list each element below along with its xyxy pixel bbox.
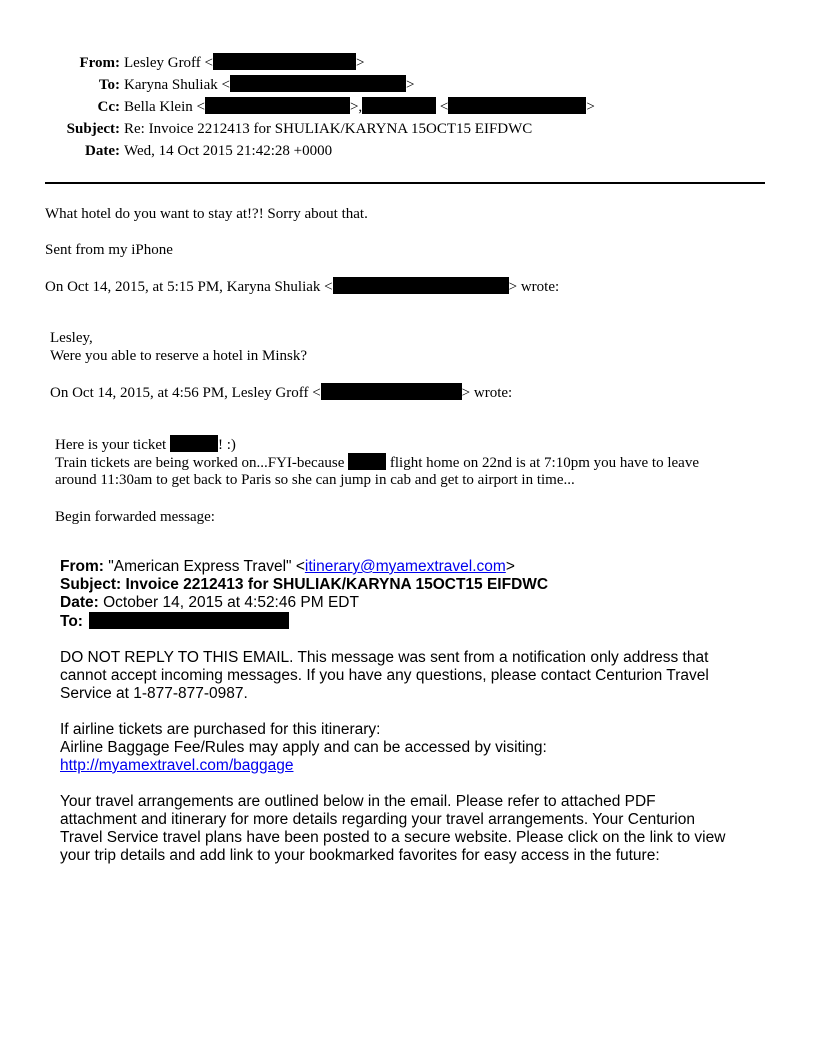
redaction-box xyxy=(321,383,462,400)
quoted-greeting: Lesley, xyxy=(50,330,93,346)
to-label: To: xyxy=(98,77,120,93)
attribution-text: On Oct 14, 2015, at 4:56 PM, Lesley Groff xyxy=(50,385,309,401)
quote-attribution-1: On Oct 14, 2015, at 5:15 PM, Karyna Shuliak < > wrote: xyxy=(45,279,560,295)
paragraph-line: DO NOT REPLY TO THIS EMAIL. This message was sent from a notification only address that xyxy=(60,649,709,666)
paragraph-line: Your travel arrangements are outlined below in the email. Please refer to attached PDF xyxy=(60,793,656,810)
header-to-row xyxy=(0,75,816,97)
subject-value: Re: Invoice 2212413 for SHULIAK/KARYNA 15OCT15 EIFDWC xyxy=(124,121,533,137)
train-text-end: flight home on 22nd is at 7:10pm you have to leave xyxy=(389,455,699,471)
quote-attribution-2: On Oct 14, 2015, at 4:56 PM, Lesley Groff < > wrote: xyxy=(50,385,513,401)
date-value: Wed, 14 Oct 2015 21:42:28 +0000 xyxy=(124,143,333,159)
subject-label: Subject: xyxy=(66,121,120,137)
paragraph-line: cannot accept incoming messages. If you have any questions, please contact Centurion Travel xyxy=(60,667,709,684)
paragraph-line: Airline Baggage Fee/Rules may apply and can be accessed by visiting: xyxy=(60,739,547,756)
fwd-subject-value: Invoice 2212413 for SHULIAK/KARYNA 15OCT15 EIFDWC xyxy=(125,576,549,593)
train-line xyxy=(55,453,699,472)
paragraph-line: attachment and itinerary for more details regarding your travel arrangements. Your Centurion xyxy=(60,811,695,828)
header-divider xyxy=(45,182,765,184)
wrote-text: > wrote: xyxy=(461,385,513,401)
signature-line: Sent from my iPhone xyxy=(45,242,173,258)
redaction-box xyxy=(230,75,406,92)
fwd-subject-row xyxy=(60,576,548,594)
header-date-row xyxy=(0,141,816,163)
fwd-date-value: October 14, 2015 at 4:52:46 PM EDT xyxy=(103,594,359,611)
redaction-box xyxy=(362,97,436,114)
quoted-question: Were you able to reserve a hotel in Minsk? xyxy=(50,348,308,364)
ticket-text-end: ! :) xyxy=(217,437,236,453)
date-label: Date: xyxy=(85,143,120,159)
fwd-from-row xyxy=(60,558,515,576)
fwd-date-row xyxy=(60,594,359,612)
train-line-2: around 11:30am to get back to Paris so she can jump in cab and get to airport in time... xyxy=(55,472,575,488)
header-from-row xyxy=(0,53,816,75)
fwd-to-label: To: xyxy=(60,613,83,630)
baggage-link-row xyxy=(60,757,293,775)
reply-line: What hotel do you want to stay at!?! Sorry about that. xyxy=(45,206,368,222)
fwd-from-email-link[interactable]: itinerary@myamextravel.com xyxy=(304,558,506,575)
fwd-from-name: "American Express Travel" < xyxy=(108,558,305,575)
fwd-to-row xyxy=(60,612,289,631)
redaction-box xyxy=(333,277,509,294)
redaction-box xyxy=(170,435,218,452)
redaction-box xyxy=(205,97,350,114)
cc-label: Cc: xyxy=(97,99,120,115)
redaction-box xyxy=(348,453,386,470)
from-value: Lesley Groff < > xyxy=(124,55,365,71)
header-cc-row xyxy=(0,97,816,119)
ticket-line xyxy=(55,435,236,454)
fwd-subject-label: Subject: xyxy=(60,576,122,593)
fwd-date-label: Date: xyxy=(60,594,99,611)
train-text: Train tickets are being worked on...FYI-because xyxy=(55,455,345,471)
header-subject-row xyxy=(0,119,816,141)
cc-value: Bella Klein < >, < > xyxy=(124,99,595,115)
ticket-text: Here is your ticket xyxy=(55,437,167,453)
to-value: Karyna Shuliak < > xyxy=(124,77,415,93)
forwarded-intro: Begin forwarded message: xyxy=(55,509,215,525)
fwd-from-label: From: xyxy=(60,558,104,575)
redaction-box xyxy=(448,97,586,114)
attribution-text: On Oct 14, 2015, at 5:15 PM, Karyna Shuliak xyxy=(45,279,321,295)
wrote-text: > wrote: xyxy=(508,279,560,295)
baggage-link[interactable]: http://myamextravel.com/baggage xyxy=(60,757,294,774)
redaction-box xyxy=(213,53,356,70)
paragraph-line: your trip details and add link to your bookmarked favorites for easy access in the future: xyxy=(60,847,660,864)
from-name: Lesley Groff xyxy=(124,55,201,71)
fwd-from-close: > xyxy=(505,558,515,575)
paragraph-line: Service at 1-877-877-0987. xyxy=(60,685,248,702)
paragraph-line: Travel Service travel plans have been posted to a secure website. Please click on the link to view xyxy=(60,829,726,846)
from-label: From: xyxy=(79,55,120,71)
redaction-box xyxy=(89,612,289,629)
to-name: Karyna Shuliak xyxy=(124,77,218,93)
paragraph-line: If airline tickets are purchased for this itinerary: xyxy=(60,721,381,738)
cc-name: Bella Klein xyxy=(124,99,193,115)
